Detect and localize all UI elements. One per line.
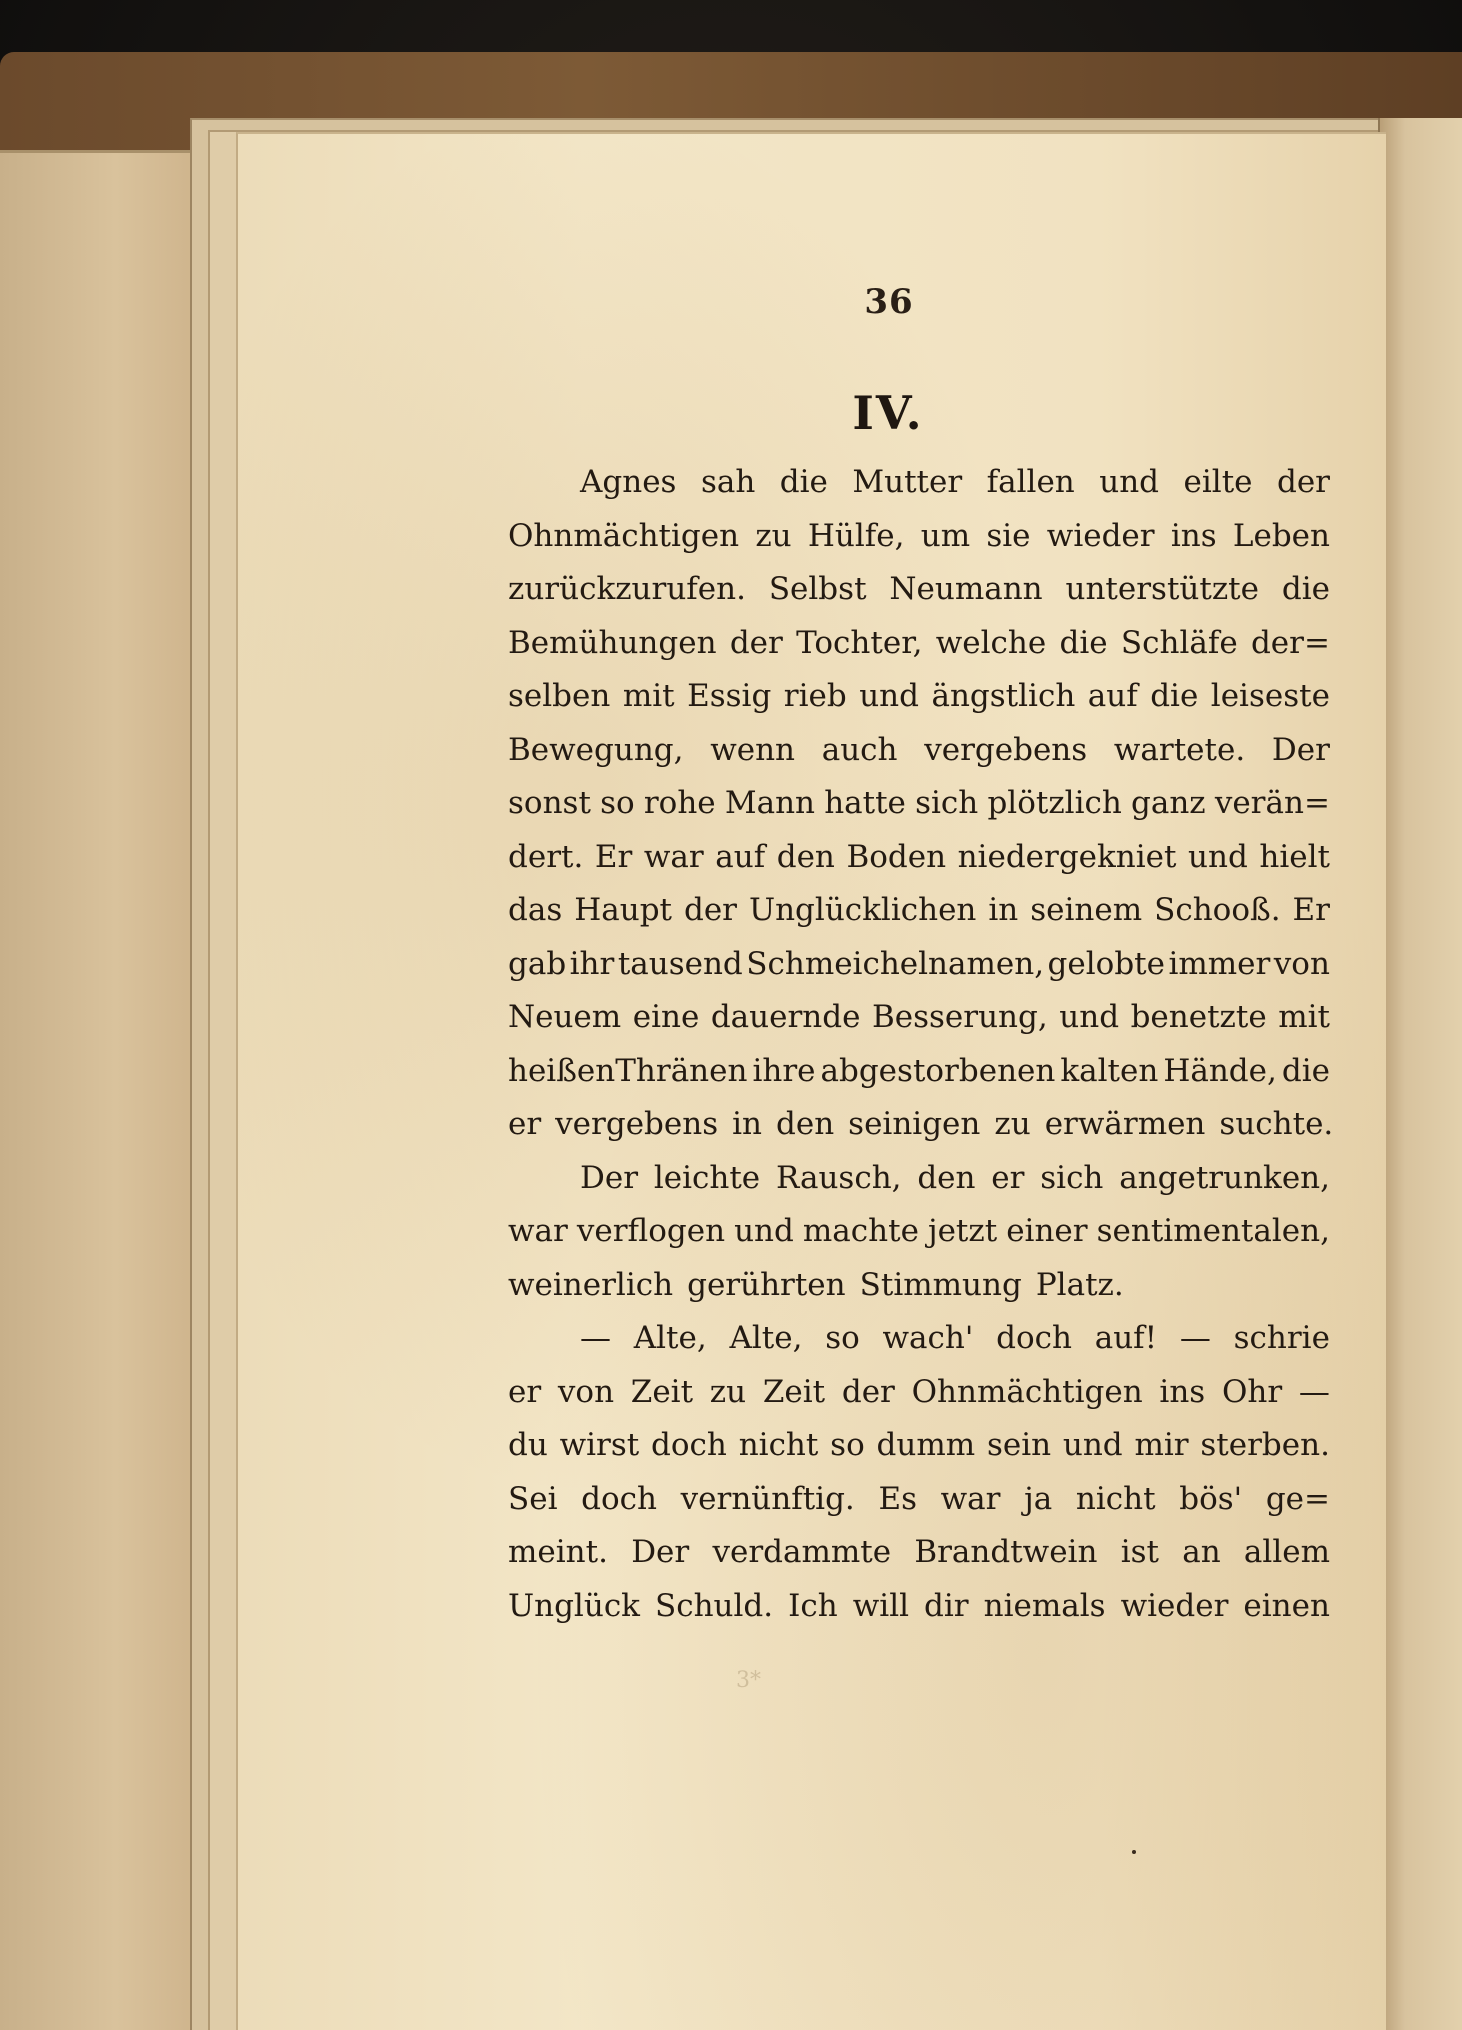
word: sie — [986, 517, 1031, 554]
word: ihre — [752, 1052, 816, 1089]
text-line — [508, 1588, 1330, 1642]
word: zu — [755, 517, 792, 554]
word: Ich — [788, 1587, 838, 1624]
word: Agnes — [580, 464, 677, 500]
word: nicht — [1075, 1480, 1156, 1517]
word: der — [683, 892, 737, 928]
word: schrie — [1233, 1320, 1330, 1356]
word: zu — [994, 1106, 1031, 1142]
text-line — [508, 518, 1330, 572]
word: niemals — [983, 1587, 1106, 1624]
text-line — [508, 1374, 1330, 1428]
word: abgestorbenen — [820, 1052, 1056, 1089]
word: unterstützte — [1065, 571, 1259, 607]
word: wenn — [710, 731, 796, 768]
word: — — [580, 1320, 611, 1356]
word: doch — [996, 1320, 1072, 1356]
word: die — [1281, 1052, 1330, 1089]
word: Mutter — [852, 464, 963, 500]
word: eilte — [1183, 464, 1253, 500]
word: hatte — [824, 785, 906, 821]
right-page-edge — [1378, 118, 1462, 2030]
text-line — [508, 1534, 1330, 1588]
word: tausend — [617, 945, 743, 982]
word: sein — [986, 1427, 1052, 1463]
text-line — [508, 625, 1330, 679]
word: Bemühungen — [508, 624, 717, 661]
word: seinem — [1030, 892, 1143, 928]
word: er — [991, 1159, 1025, 1196]
word: zu — [709, 1373, 747, 1410]
text-line — [508, 946, 1330, 1000]
word: Alte, — [633, 1320, 707, 1356]
word: sich — [1040, 1159, 1104, 1196]
word: vernünftig. — [680, 1480, 855, 1517]
text-line — [508, 1213, 1330, 1267]
word: fallen — [986, 464, 1075, 500]
word: weinerlich — [508, 1266, 674, 1303]
word: bös' — [1179, 1480, 1243, 1517]
word: Sei — [508, 1480, 558, 1517]
body-text — [508, 464, 1334, 1641]
word: mir — [1134, 1427, 1189, 1463]
text-line — [508, 1320, 1330, 1374]
word: so — [600, 785, 635, 821]
word: dir — [924, 1587, 969, 1624]
word: — — [1179, 1320, 1211, 1356]
word: verdammte — [712, 1534, 892, 1570]
word: hielt — [1259, 838, 1330, 875]
word: Ohr — [1221, 1373, 1283, 1410]
text-line — [508, 839, 1330, 893]
word: und — [734, 1213, 794, 1249]
word: auf — [715, 838, 766, 875]
word: Alte, — [729, 1320, 803, 1356]
text-line — [508, 571, 1330, 625]
word: meint. — [508, 1534, 608, 1570]
word: dauernde — [710, 999, 861, 1035]
text-line — [508, 1106, 1334, 1160]
text-line — [508, 785, 1330, 839]
word: welche — [935, 624, 1047, 661]
text-line — [508, 1053, 1330, 1107]
word: leiseste — [1210, 678, 1330, 714]
word: Hände, — [1163, 1052, 1277, 1089]
word: auf! — [1094, 1320, 1158, 1356]
word: ganz — [1131, 785, 1206, 821]
word: vergebens — [924, 731, 1088, 768]
word: Selbst — [768, 571, 867, 607]
word: Neumann — [889, 571, 1043, 607]
word: verän= — [1214, 785, 1330, 821]
word: nicht — [738, 1427, 819, 1463]
word: die — [1150, 678, 1199, 714]
word: wieder — [1120, 1587, 1229, 1624]
word: der= — [1250, 624, 1330, 661]
word: ängstlich — [931, 678, 1076, 714]
word: angetrunken, — [1119, 1159, 1330, 1196]
text-line — [508, 678, 1330, 732]
word: selben — [508, 678, 611, 714]
word: den — [776, 838, 835, 875]
word: — — [1298, 1373, 1330, 1410]
word: einer — [1006, 1213, 1088, 1249]
word: einen — [1243, 1587, 1330, 1624]
word: der — [841, 1373, 895, 1410]
word: Brandtwein — [914, 1534, 1098, 1570]
word: und — [859, 678, 919, 714]
book-page — [236, 132, 1386, 2030]
word: ihr — [569, 945, 615, 982]
word: die — [779, 464, 828, 500]
word: und — [1059, 999, 1120, 1035]
word: Boden — [846, 838, 947, 875]
word: Tochter, — [796, 624, 923, 661]
word: und — [1099, 464, 1160, 500]
word: auf — [1087, 678, 1138, 714]
word: kalten — [1060, 1052, 1159, 1089]
word: Zeit — [630, 1373, 694, 1410]
word: Es — [878, 1480, 917, 1517]
word: rieb — [783, 678, 847, 714]
word: in — [732, 1106, 762, 1142]
word: zurückzurufen. — [508, 571, 746, 607]
word: Zeit — [762, 1373, 826, 1410]
word: immer — [1168, 945, 1271, 982]
word: dert. — [508, 838, 584, 875]
word: niedergekniet — [957, 838, 1177, 875]
text-line — [508, 892, 1330, 946]
word: sonst — [508, 785, 591, 821]
word: suchte. — [1219, 1106, 1334, 1142]
word: ins — [1170, 517, 1217, 554]
page-number: 36 — [864, 282, 914, 322]
word: er — [508, 1373, 542, 1410]
word: Der — [580, 1159, 639, 1196]
word: dumm — [876, 1427, 976, 1463]
word: sterben. — [1200, 1427, 1330, 1463]
paper-speck — [1132, 1850, 1136, 1854]
word: Er — [594, 838, 633, 875]
word: will — [852, 1587, 910, 1624]
word: wieder — [1046, 517, 1155, 554]
word: die — [1281, 571, 1330, 607]
text-line — [508, 732, 1330, 786]
signature-mark: 3* — [736, 1668, 761, 1693]
word: er — [508, 1106, 542, 1142]
word: eine — [632, 999, 700, 1035]
word: Schuld. — [654, 1587, 774, 1624]
word: benetzte — [1130, 999, 1267, 1035]
word: sich — [915, 785, 979, 821]
word: sentimentalen, — [1096, 1213, 1330, 1249]
word: seinigen — [848, 1106, 981, 1142]
word: der — [1276, 464, 1330, 500]
word: Platz. — [1035, 1266, 1124, 1303]
word: ins — [1159, 1373, 1206, 1410]
word: Er — [1292, 892, 1330, 928]
word: sah — [700, 464, 756, 500]
word: gerührten — [687, 1266, 846, 1303]
word: Ohnmächtigen — [911, 1373, 1143, 1410]
word: wirst — [559, 1427, 640, 1463]
word: Mann — [724, 785, 815, 821]
word: verflogen — [576, 1213, 726, 1249]
word: leichte — [653, 1159, 761, 1196]
text-line — [508, 1427, 1330, 1481]
word: den — [917, 1159, 976, 1196]
word: in — [988, 892, 1019, 928]
word: doch — [651, 1427, 727, 1463]
word: Schooß. — [1154, 892, 1281, 928]
word: gab — [508, 945, 567, 982]
word: um — [920, 517, 971, 554]
text-line — [508, 464, 1330, 518]
word: Haupt — [574, 892, 673, 928]
text-line — [508, 999, 1330, 1053]
word: Besserung, — [871, 999, 1048, 1035]
word: du — [508, 1427, 548, 1463]
word: jetzt — [927, 1213, 998, 1249]
word: von — [1273, 945, 1330, 982]
word: Essig — [687, 678, 772, 714]
word: die — [1059, 624, 1108, 661]
word: der — [729, 624, 783, 661]
word: an — [1182, 1534, 1221, 1570]
text-line — [508, 1481, 1330, 1535]
word: Hülfe, — [807, 517, 905, 554]
word: war — [940, 1480, 1001, 1517]
word: Leben — [1232, 517, 1330, 554]
word: und — [1188, 838, 1248, 875]
word: Der — [631, 1534, 690, 1570]
word: rohe — [643, 785, 716, 821]
facing-page-edge — [0, 150, 210, 2030]
word: Rausch, — [775, 1159, 902, 1196]
word: Neuem — [508, 999, 622, 1035]
word: den — [776, 1106, 835, 1142]
word: vergebens — [555, 1106, 719, 1142]
word: Der — [1271, 731, 1330, 768]
word: gelobte — [1047, 945, 1165, 982]
text-line — [508, 1160, 1330, 1214]
word: mit — [622, 678, 675, 714]
word: machte — [802, 1213, 919, 1249]
word: plötzlich — [987, 785, 1122, 821]
word: das — [508, 892, 563, 928]
word: war — [508, 1213, 568, 1249]
word: ge= — [1265, 1480, 1330, 1517]
word: so — [825, 1320, 860, 1356]
word: wach' — [882, 1320, 974, 1356]
text-line — [508, 1267, 1330, 1321]
word: ist — [1120, 1534, 1159, 1570]
word: wartete. — [1113, 731, 1246, 768]
word: ja — [1024, 1480, 1053, 1517]
word: Unglück — [508, 1587, 640, 1624]
word: doch — [581, 1480, 657, 1517]
word: heißenThränen — [508, 1052, 748, 1089]
word: so — [830, 1427, 865, 1463]
word: Unglücklichen — [748, 892, 977, 928]
word: Schläfe — [1120, 624, 1238, 661]
word: von — [557, 1373, 615, 1410]
word: erwärmen — [1044, 1106, 1206, 1142]
word: Schmeichelnamen, — [746, 945, 1045, 982]
word: und — [1062, 1427, 1123, 1463]
word: Ohnmächtigen — [508, 517, 740, 554]
word: mit — [1278, 999, 1330, 1035]
chapter-heading: IV. — [852, 386, 924, 440]
word: auch — [821, 731, 898, 768]
word: Stimmung — [859, 1266, 1022, 1303]
word: allem — [1243, 1534, 1330, 1570]
word: Bewegung, — [508, 731, 684, 768]
word: war — [643, 838, 704, 875]
